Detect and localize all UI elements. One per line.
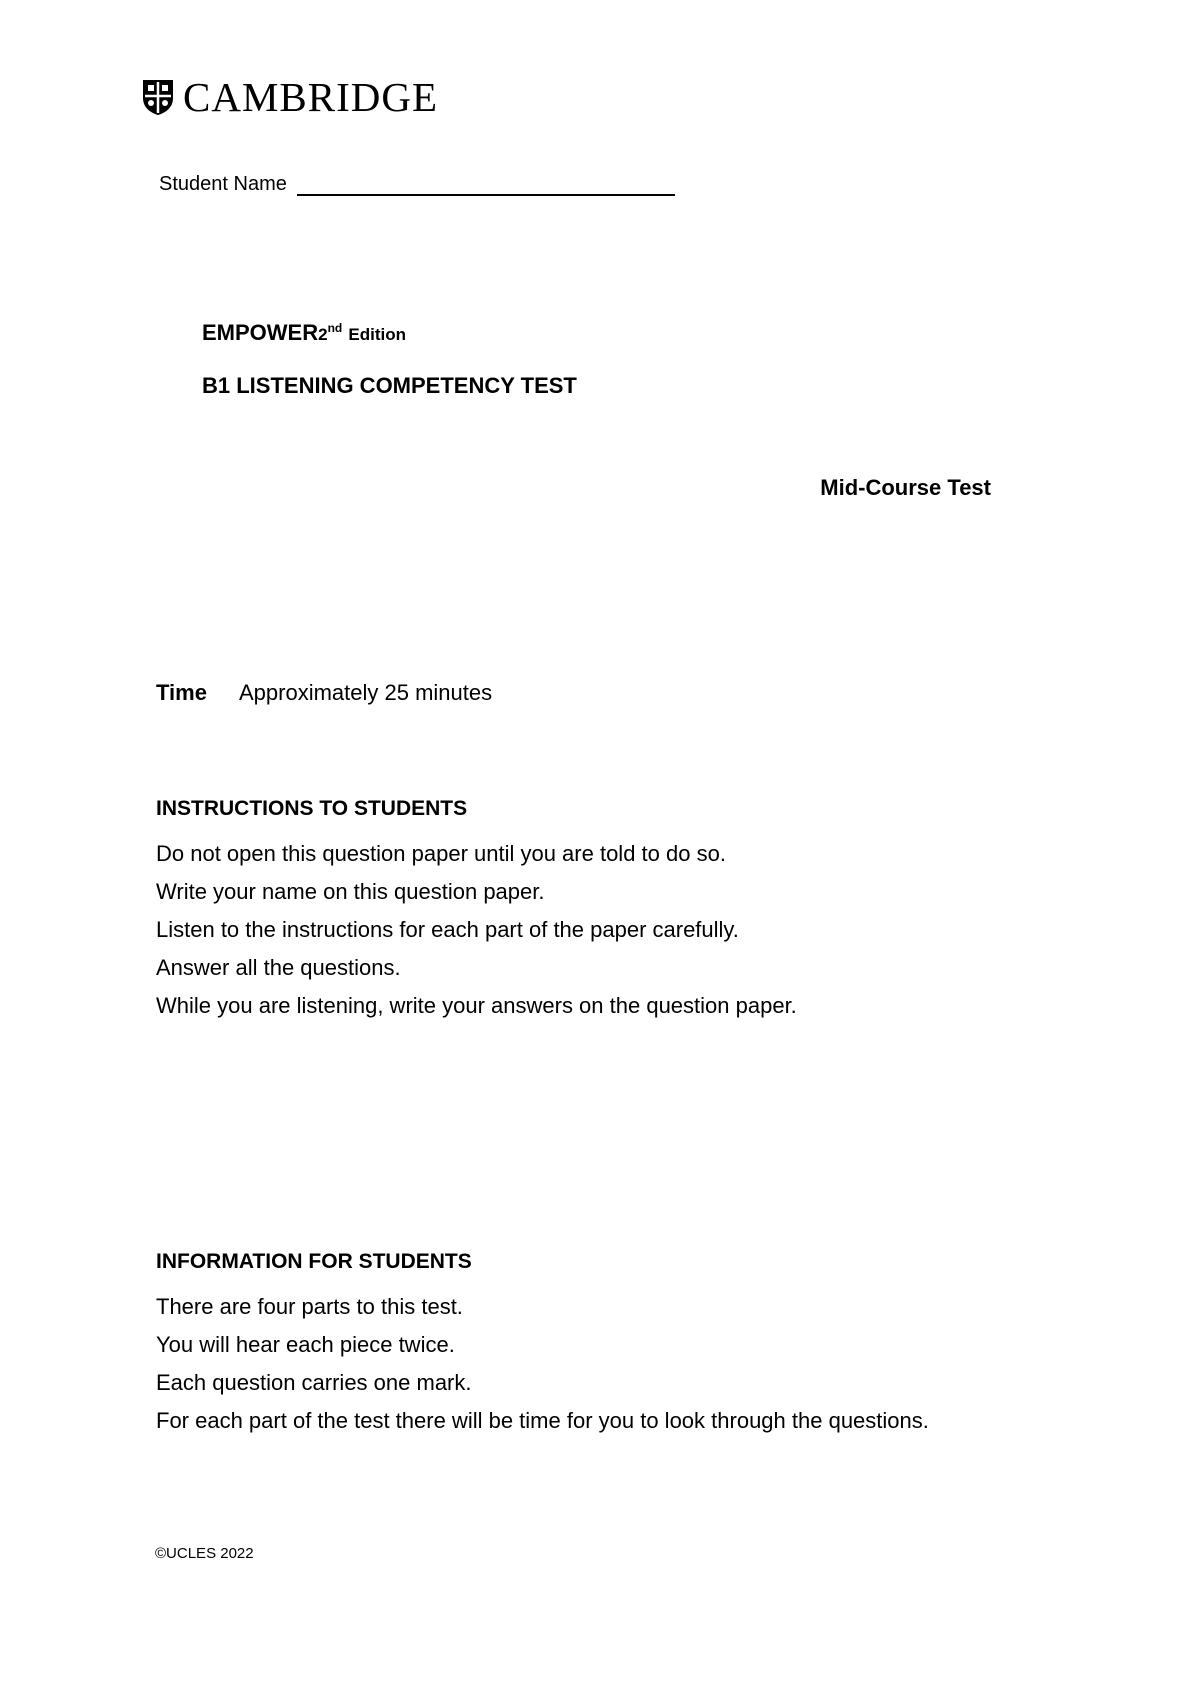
instructions-section bbox=[156, 797, 797, 1025]
copyright-notice: ©UCLES 2022 bbox=[155, 1545, 254, 1562]
course-edition bbox=[202, 320, 406, 346]
time-label: Time bbox=[156, 680, 207, 705]
student-name-field bbox=[159, 172, 675, 196]
edition-word: Edition bbox=[348, 325, 406, 344]
edition-suffix: nd bbox=[327, 321, 343, 335]
test-title: B1 LISTENING COMPETENCY TEST bbox=[202, 373, 577, 398]
time-row bbox=[156, 680, 492, 706]
information-heading: INFORMATION FOR STUDENTS bbox=[156, 1250, 472, 1273]
information-section bbox=[156, 1250, 929, 1440]
course-name: EMPOWER bbox=[202, 320, 319, 345]
instruction-line: Answer all the questions. bbox=[156, 955, 401, 980]
instruction-line: Listen to the instructions for each part of the paper carefully. bbox=[156, 917, 739, 942]
information-line: You will hear each piece twice. bbox=[156, 1332, 455, 1357]
information-line: There are four parts to this test. bbox=[156, 1294, 463, 1319]
instruction-line: Do not open this question paper until you are told to do so. bbox=[156, 841, 726, 866]
time-value: Approximately 25 minutes bbox=[239, 680, 493, 705]
instructions-heading: INSTRUCTIONS TO STUDENTS bbox=[156, 797, 468, 820]
student-name-label: Student Name bbox=[159, 173, 287, 195]
information-line: Each question carries one mark. bbox=[156, 1370, 472, 1395]
cambridge-shield-icon bbox=[141, 78, 175, 116]
instruction-line: Write your name on this question paper. bbox=[156, 879, 545, 904]
student-name-line[interactable] bbox=[297, 172, 675, 196]
cambridge-logo bbox=[141, 74, 438, 120]
edition-number: 2 bbox=[318, 325, 328, 344]
information-line: For each part of the test there will be time for you to look through the questions. bbox=[156, 1408, 929, 1433]
instruction-line: While you are listening, write your answers on the question paper. bbox=[156, 993, 797, 1018]
test-type: Mid-Course Test bbox=[820, 475, 991, 500]
brand-name: CAMBRIDGE bbox=[183, 74, 439, 120]
